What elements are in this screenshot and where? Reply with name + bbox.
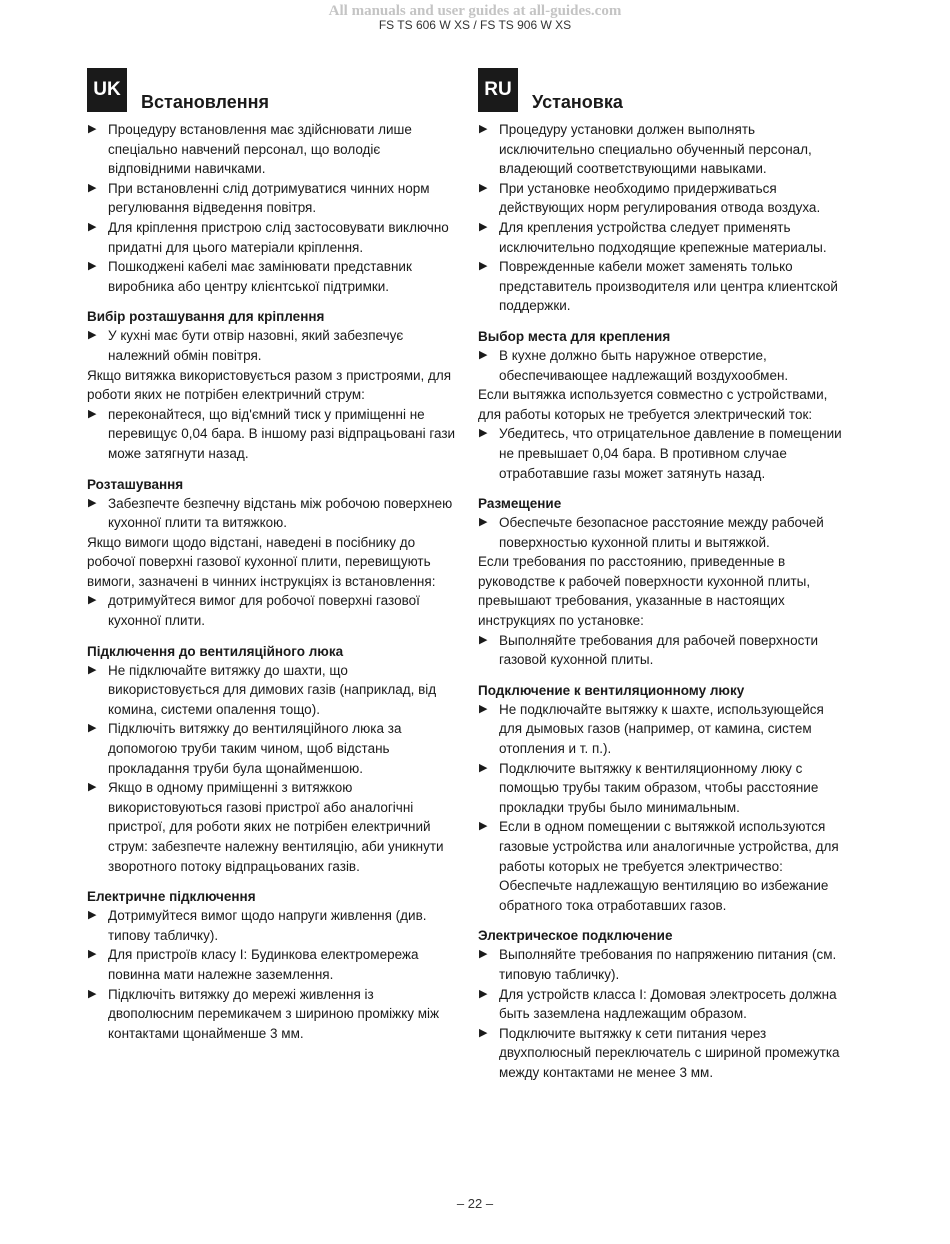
arrow-right-icon: ▶ [479,702,488,715]
ru-mounting-list-2 [478,424,850,483]
list-item [87,945,459,984]
list-item [478,424,850,483]
list-item-text: Для кріплення пристрою слід застосовувати виключно придатні для цього матеріали кріплення. [108,219,449,255]
arrow-right-icon: ▶ [479,181,488,194]
language-badge-ru: RU [478,68,518,112]
language-badge-uk: UK [87,68,127,112]
arrow-right-icon: ▶ [479,260,488,273]
uk-mounting-list-1 [87,326,459,365]
list-item [87,591,459,630]
ru-placement-title: Размещение [478,496,562,512]
ru-column [478,68,850,1083]
arrow-right-icon: ▶ [88,909,97,922]
watermark: All manuals and user guides at all-guides.com [328,3,622,19]
ru-placement-list-1 [478,513,850,552]
arrow-right-icon: ▶ [479,948,488,961]
ru-vent-title: Подключение к вентиляционному люку [478,682,745,698]
list-item [478,179,850,218]
list-item-text: Забезпечте безпечну відстань між робочою поверхнею кухонної плити та витяжкою. [108,495,453,531]
arrow-right-icon: ▶ [88,220,97,233]
ru-heading: Установка [532,92,623,112]
ru-placement-list-2 [478,631,850,670]
arrow-right-icon: ▶ [479,761,488,774]
list-item [87,179,459,218]
list-item [87,326,459,365]
uk-placement-text: Якщо вимоги щодо відстані, наведені в посібнику до робочої поверхні газової кухонної плити, перевищують вимоги, зазначені в чинних інструкціях із встановлення: [87,534,436,589]
ru-intro-list [478,120,850,316]
list-item [478,945,850,984]
list-item [478,218,850,257]
list-item-text: Не підключайте витяжку до шахти, що використовується для димових газів (наприклад, від комина, системи опалення тощо). [108,662,437,717]
list-item-text: Не подключайте вытяжку к шахте, использующейся для дымовых газов (например, от камина, систем отопления и т. п.). [499,701,824,757]
arrow-right-icon: ▶ [479,220,488,233]
uk-placement-title: Розташування [87,476,184,492]
arrow-right-icon: ▶ [88,496,97,509]
list-item-text: Подключите вытяжку к сети питания через двухполюсный переключатель с шириной промежутка между контактами не менее 3 мм. [499,1025,840,1080]
list-item [478,759,850,818]
list-item [87,778,459,876]
ru-section-header [478,68,850,118]
list-item [87,985,459,1044]
list-item [87,257,459,296]
arrow-right-icon: ▶ [479,820,488,833]
ru-electric-list [478,945,850,1082]
uk-column [87,68,459,1043]
list-item [478,513,850,552]
list-item-text: Якщо в одному приміщенні з витяжкою використовуються газові пристрої або аналогічні пристрої, для роботи яких не потрібен електричний струм: забезпечте належну вентиляцію, аби уникнути зворотного потоку відпрацьованих газів. [108,780,444,874]
ru-placement-text: Если требования по расстоянию, приведенные в руководстве к рабочей поверхности кухонной плиты, превышают требования, указанные в настоящих инструкциях по установке: [478,554,811,629]
list-item-text: Убедитесь, что отрицательное давление в помещении не превышает 0,04 бара. В противном случае отработавшие газы может затянуть назад. [499,426,842,481]
list-item-text: Процедуру установки должен выполнять исключительно специально обученный персонал, владеющий соответствующими навыками. [499,122,812,177]
model-header: FS TS 606 W XS / FS TS 906 W XS [378,18,572,32]
ru-mounting-title: Выбор места для крепления [478,328,671,344]
uk-section-header [87,68,459,118]
arrow-right-icon: ▶ [88,329,97,342]
list-item-text: Подключите вытяжку к вентиляционному люку с помощью трубы таким образом, чтобы расстояние прокладки трубы было минимальным. [499,760,819,815]
page-number: – 22 – [456,1196,494,1211]
arrow-right-icon: ▶ [88,260,97,273]
list-item-text: Обеспечьте безопасное расстояние между рабочей поверхностью кухонной плиты и вытяжкой. [499,515,824,550]
uk-electric-title: Електричне підключення [87,889,256,905]
arrow-right-icon: ▶ [88,722,97,735]
list-item [87,405,459,464]
arrow-right-icon: ▶ [479,987,488,1000]
list-item-text: Выполняйте требования для рабочей поверхности газовой кухонной плиты. [499,632,819,668]
list-item [478,700,850,759]
arrow-right-icon: ▶ [88,781,97,794]
uk-vent-title: Підключення до вентиляційного люка [87,643,344,659]
list-item [87,719,459,778]
list-item-text: Выполняйте требования по напряжению питания (см. типовую табличку). [499,947,837,982]
ru-mounting-text: Если вытяжка используется совместно с устройствами, для работы которых не требуется электрический ток: [478,387,828,422]
list-item [478,257,850,316]
uk-mounting-text: Якщо витяжка використовується разом з пристроями, для роботи яких не потрібен електричний струм: [87,367,452,403]
list-item-text: Дотримуйтеся вимог щодо напруги живлення (див. типову табличку). [108,908,427,943]
list-item-text: Для пристроїв класу I: Будинкова електромережа повинна мати належне заземлення. [108,947,419,982]
arrow-right-icon: ▶ [88,663,97,676]
arrow-right-icon: ▶ [479,348,488,361]
list-item [87,494,459,533]
list-item-text: У кухні має бути отвір назовні, який забезпечує належний обмін повітря. [108,328,404,363]
list-item [478,346,850,385]
list-item-text: Поврежденные кабели может заменять только представитель производителя или центра клиентской поддержки. [499,259,838,314]
arrow-right-icon: ▶ [88,594,97,607]
list-item [478,631,850,670]
uk-heading: Встановлення [141,92,269,112]
list-item-text: При установке необходимо придерживаться действующих норм регулирования отвода воздуха. [499,180,821,216]
list-item [87,120,459,179]
list-item [478,120,850,179]
list-item-text: При встановленні слід дотримуватися чинних норм регулювання відведення повітря. [108,180,430,216]
uk-mounting-list-2 [87,405,459,464]
list-item-text: Для устройств класса I: Домовая электросеть должна быть заземлена надлежащим образом. [499,986,837,1022]
list-item [87,906,459,945]
arrow-right-icon: ▶ [479,1026,488,1039]
arrow-right-icon: ▶ [88,181,97,194]
arrow-right-icon: ▶ [88,987,97,1000]
list-item-text: В кухне должно быть наружное отверстие, обеспечивающее надлежащий воздухообмен. [499,347,789,383]
list-item-text: Для крепления устройства следует применять исключительно подходящие крепежные материалы. [499,219,827,255]
list-item [87,218,459,257]
uk-vent-list [87,661,459,877]
uk-electric-list [87,906,459,1043]
list-item-text: Если в одном помещении с вытяжкой используются газовые устройства или аналогичные устройства, для работы которых не требуется электричество: Обеспечьте надлежащую вентиляцию во избежание обратного тока отработавших газов. [499,819,839,913]
list-item [478,985,850,1024]
ru-vent-list [478,700,850,916]
uk-placement-list-2 [87,591,459,630]
list-item-text: Процедуру встановлення має здійснювати лише спеціально навчений персонал, що володіє відповідними навичками. [108,122,412,177]
list-item [478,817,850,915]
list-item-text: переконайтеся, що від'ємний тиск у приміщенні не перевищує 0,04 бара. В іншому разі відпрацьовані гази може затягнути назад. [108,406,456,461]
arrow-right-icon: ▶ [479,516,488,529]
arrow-right-icon: ▶ [479,427,488,440]
uk-intro-list [87,120,459,296]
arrow-right-icon: ▶ [479,633,488,646]
arrow-right-icon: ▶ [88,123,97,135]
list-item-text: Пошкоджені кабелі має замінювати представник виробника або центру клієнтської підтримки. [108,259,412,294]
ru-electric-title: Электрическое подключение [478,928,673,944]
arrow-right-icon: ▶ [479,123,488,135]
arrow-right-icon: ▶ [88,948,97,961]
uk-mounting-title: Вибір розташування для кріплення [87,309,325,325]
list-item [478,1024,850,1083]
list-item-text: дотримуйтеся вимог для робочої поверхні газової кухонної плити. [108,593,420,629]
ru-mounting-list-1 [478,346,850,385]
uk-placement-list-1 [87,494,459,533]
list-item [87,661,459,720]
list-item-text: Підключіть витяжку до вентиляційного люка за допомогою труби таким чином, щоб відстань прокладання труби була щонайменшою. [108,721,402,776]
arrow-right-icon: ▶ [88,407,97,420]
list-item-text: Підключіть витяжку до мережі живлення із двополюсним перемикачем з шириною проміжку між контактами щонайменше 3 мм. [108,986,440,1041]
